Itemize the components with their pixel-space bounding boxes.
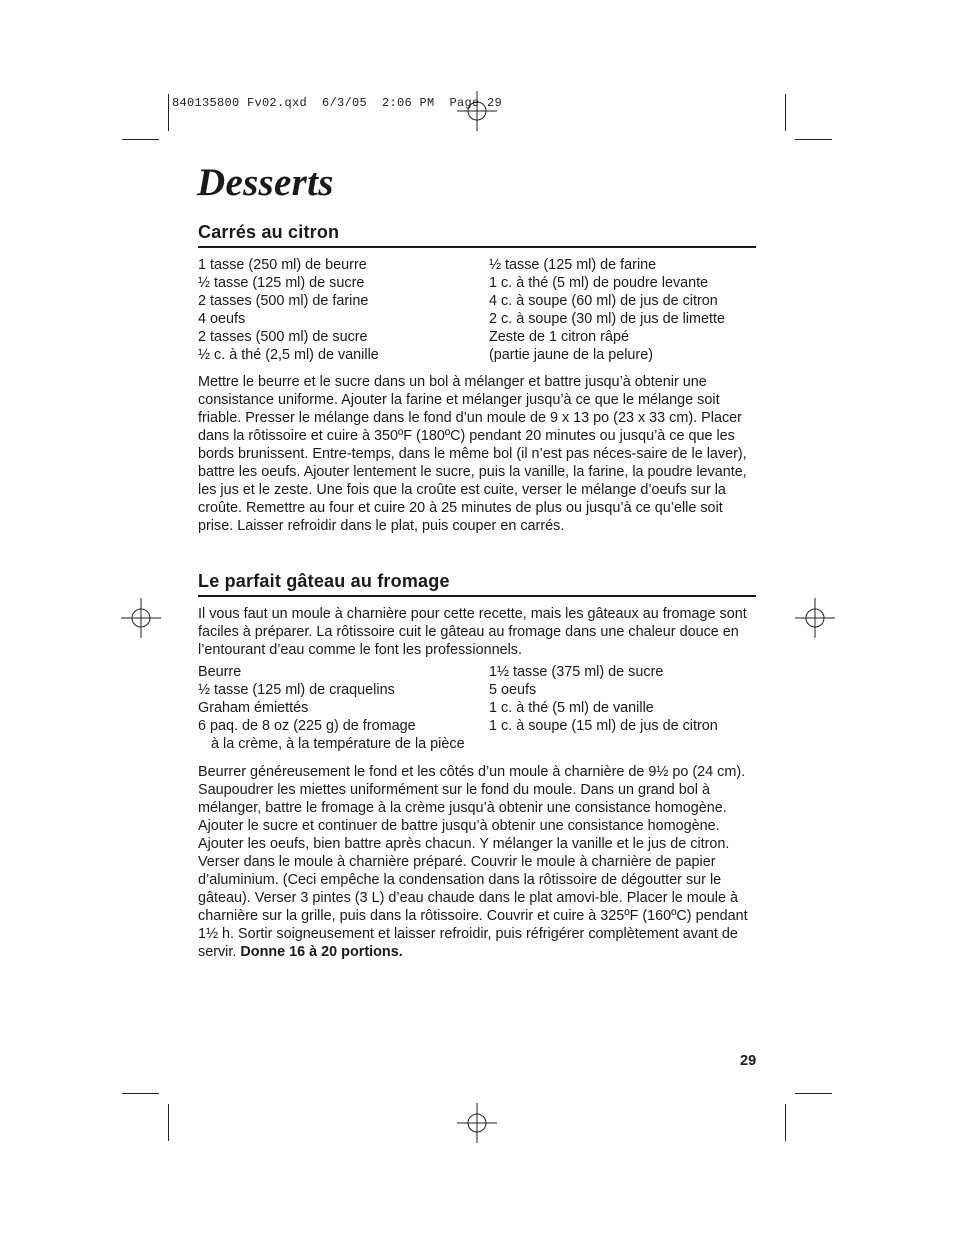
registration-mark-bottom-icon [457, 1103, 497, 1143]
ingredients-column-right [489, 663, 756, 753]
ingredient-item: 1½ tasse (375 ml) de sucre [489, 664, 664, 680]
ingredient-item: Graham émiettés [198, 700, 309, 716]
ingredient-item: 4 oeufs [198, 311, 246, 327]
recipe-yield: Donne 16 à 20 portions. [240, 944, 403, 960]
ingredient-item: 1 c. à thé (5 ml) de vanille [489, 700, 654, 716]
crop-mark-top-right-vertical [785, 94, 786, 131]
recipe-parfait-gateau-au-fromage [198, 571, 756, 961]
ingredient-item: 2 tasses (500 ml) de sucre [198, 329, 368, 345]
crop-mark-top-left-horizontal [122, 139, 159, 140]
ingredient-item: 2 c. à soupe (30 ml) de jus de limette [489, 311, 725, 327]
ingredient-item: 4 c. à soupe (60 ml) de jus de citron [489, 293, 718, 309]
ingredients-column-right [489, 256, 756, 364]
ingredient-item: 2 tasses (500 ml) de farine [198, 293, 369, 309]
page-title: Desserts [197, 161, 334, 204]
ingredient-item: (partie jaune de la pelure) [489, 347, 653, 363]
ingredient-item: 1 c. à soupe (15 ml) de jus de citron [489, 718, 718, 734]
page-number: 29 [740, 1053, 757, 1069]
ingredient-item: 1 c. à thé (5 ml) de poudre levante [489, 275, 709, 291]
instructions-text: Beurrer généreusement le fond et les côtés d’un moule à charnière de 9½ po (24 cm). Saupoudrer les miettes uniformément sur le fond du moule. Dans un grand bol à mélanger, battre le fromage à la crème jusqu’à obtenir une consistance homogène. Ajouter le sucre et continuer de battre jusqu’à obtenir une consistance homogène. Ajouter les oeufs, bien battre après chacun. Y mélanger la vanille et le jus de citron. Verser dans le moule à charnière préparé. Couvrir le moule à charnière de papier d’aluminium. (Ceci empêche la condensation dans la rôtissoire de dégoutter sur le gâteau). Verser 3 pintes (3 L) d’eau chaude dans le plat amovi-ble. Placer le moule à charnière sur la grille, puis dans la rôtissoire. Couvrir et cuire à 325ºF (160ºC) pendant 1½ h. Sortir soigneusement et laisser refroidir, puis réfrigérer complètement avant de servir. [198, 764, 748, 960]
ingredient-item: ½ tasse (125 ml) de farine [489, 257, 657, 273]
recipe-title: Carrés au citron [198, 222, 756, 248]
recipe-instructions: Mettre le beurre et le sucre dans un bol à mélanger et battre jusqu’à obtenir une consistance uniforme. Ajouter la farine et mélanger jusqu’à ce que le mélange soit friable. Presser le mélange dans le fond d’un moule de 9 x 13 po (23 x 33 cm). Placer dans la rôtissoire et cuire à 350ºF (180ºC) pendant 20 minutes ou jusqu’à ce que les bords brunissent. Entre-temps, dans le même bol (il n’est pas néces-saire de le laver), battre les oeufs. Ajouter lentement le sucre, puis la vanille, la farine, la poudre levante, les jus et le zeste. Une fois que la croûte est cuite, verser le mélange d’oeufs sur la croûte. Remettre au four et cuire 20 à 25 minutes de plus ou jusqu’à ce qu’elle soit prise. Laisser refroidir dans le plat, puis couper en carrés. [198, 374, 747, 534]
registration-mark-top-icon [457, 91, 497, 131]
ingredient-item: à la crème, à la température de la pièce [211, 736, 465, 752]
ingredients-list [198, 663, 756, 753]
crop-mark-top-right-horizontal [795, 139, 832, 140]
ingredient-item: 6 paq. de 8 oz (225 g) de fromage [198, 718, 416, 734]
crop-mark-bottom-right-horizontal [795, 1093, 832, 1094]
crop-mark-bottom-left-vertical [168, 1104, 169, 1141]
ingredient-item: 1 tasse (250 ml) de beurre [198, 257, 367, 273]
crop-mark-top-left-vertical [168, 94, 169, 131]
ingredients-column-left [198, 256, 489, 364]
ingredient-item: ½ tasse (125 ml) de sucre [198, 275, 365, 291]
recipe-title: Le parfait gâteau au fromage [198, 571, 756, 597]
crop-mark-bottom-right-vertical [785, 1104, 786, 1141]
ingredients-column-left [198, 663, 489, 753]
registration-mark-left-icon [121, 598, 161, 638]
ingredient-item: ½ tasse (125 ml) de craquelins [198, 682, 395, 698]
ingredients-list [198, 256, 756, 364]
recipe-instructions [198, 763, 756, 961]
ingredient-item: 5 oeufs [489, 682, 537, 698]
ingredient-item: Beurre [198, 664, 242, 680]
recipe-intro: Il vous faut un moule à charnière pour cette recette, mais les gâteaux au fromage sont faciles à préparer. La rôtissoire cuit le gâteau au fromage dans une chaleur douce en l’entourant d’eau comme le font les professionnels. [198, 606, 747, 658]
printer-slug-line: 840135800 Fv02.qxd 6/3/05 2:06 PM Page 29 [172, 96, 503, 110]
crop-mark-bottom-left-horizontal [122, 1093, 159, 1094]
registration-mark-right-icon [795, 598, 835, 638]
ingredient-item: ½ c. à thé (2,5 ml) de vanille [198, 347, 379, 363]
recipe-carres-au-citron [198, 222, 756, 535]
ingredient-item: Zeste de 1 citron râpé [489, 329, 629, 345]
